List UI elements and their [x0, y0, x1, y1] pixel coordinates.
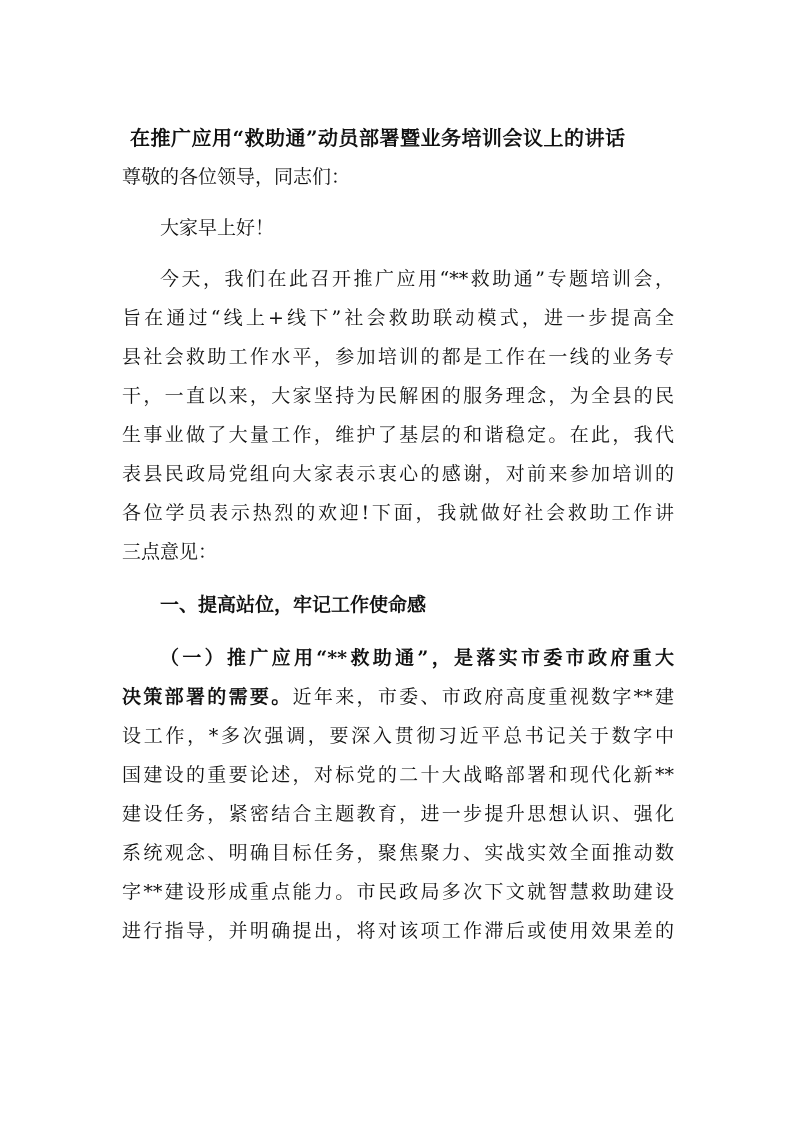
- document-title: 在推广应用“救助通”动员部署暨业务培训会议上的讲话: [130, 126, 626, 150]
- document-body: [122, 118, 674, 951]
- greeting: 大家早上好！: [160, 217, 275, 239]
- paragraph-text: 近年来，市委、市政府高度重视数字**建: [292, 686, 674, 708]
- paragraph-line: 今天，我们在此召开推广应用“**救助通”专题培训会，: [160, 268, 674, 290]
- subsection-heading: （一）推广应用“**救助通”，是落实市委市政府重大: [160, 647, 674, 669]
- paragraph-line: 表县民政局党组向大家表示衷心的感谢，对前来参加培训的: [122, 463, 674, 485]
- paragraph-line: 设工作，*多次强调，要深入贯彻习近平总书记关于数字中: [122, 725, 674, 747]
- paragraph-line: 建设任务，紧密结合主题教育，进一步提升思想认识、强化: [122, 803, 674, 825]
- salutation: 尊敬的各位领导，同志们：: [122, 166, 351, 188]
- paragraph-line: 进行指导，并明确提出，将对该项工作滞后或使用效果差的: [122, 920, 674, 942]
- intro-paragraph: [122, 260, 674, 572]
- paragraph-line: 字**建设形成重点能力。市民政局多次下文就智慧救助建设: [122, 881, 674, 903]
- subsection-paragraph: [122, 639, 674, 951]
- paragraph-line: 各位学员表示热烈的欢迎!下面，我就做好社会救助工作讲: [122, 502, 674, 524]
- paragraph-line: [122, 678, 674, 717]
- paragraph-line: 国建设的重要论述，对标党的二十大战略部署和现代化新**: [122, 764, 674, 786]
- paragraph-line: 三点意见：: [122, 541, 218, 563]
- paragraph-line: 生事业做了大量工作，维护了基层的和谐稳定。在此，我代: [122, 424, 674, 446]
- paragraph-line: 系统观念、明确目标任务，聚焦聚力、实战实效全面推动数: [122, 842, 674, 864]
- section-heading: 一、提高站位，牢记工作使命感: [160, 594, 427, 616]
- paragraph-line: 县社会救助工作水平，参加培训的都是工作在一线的业务专: [122, 346, 674, 368]
- subsection-heading-end: 决策部署的需要。: [122, 686, 293, 708]
- paragraph-line: 旨在通过“线上+线下”社会救助联动模式，进一步提高全: [122, 307, 674, 329]
- paragraph-line: 干，一直以来，大家坚持为民解困的服务理念，为全县的民: [122, 385, 674, 407]
